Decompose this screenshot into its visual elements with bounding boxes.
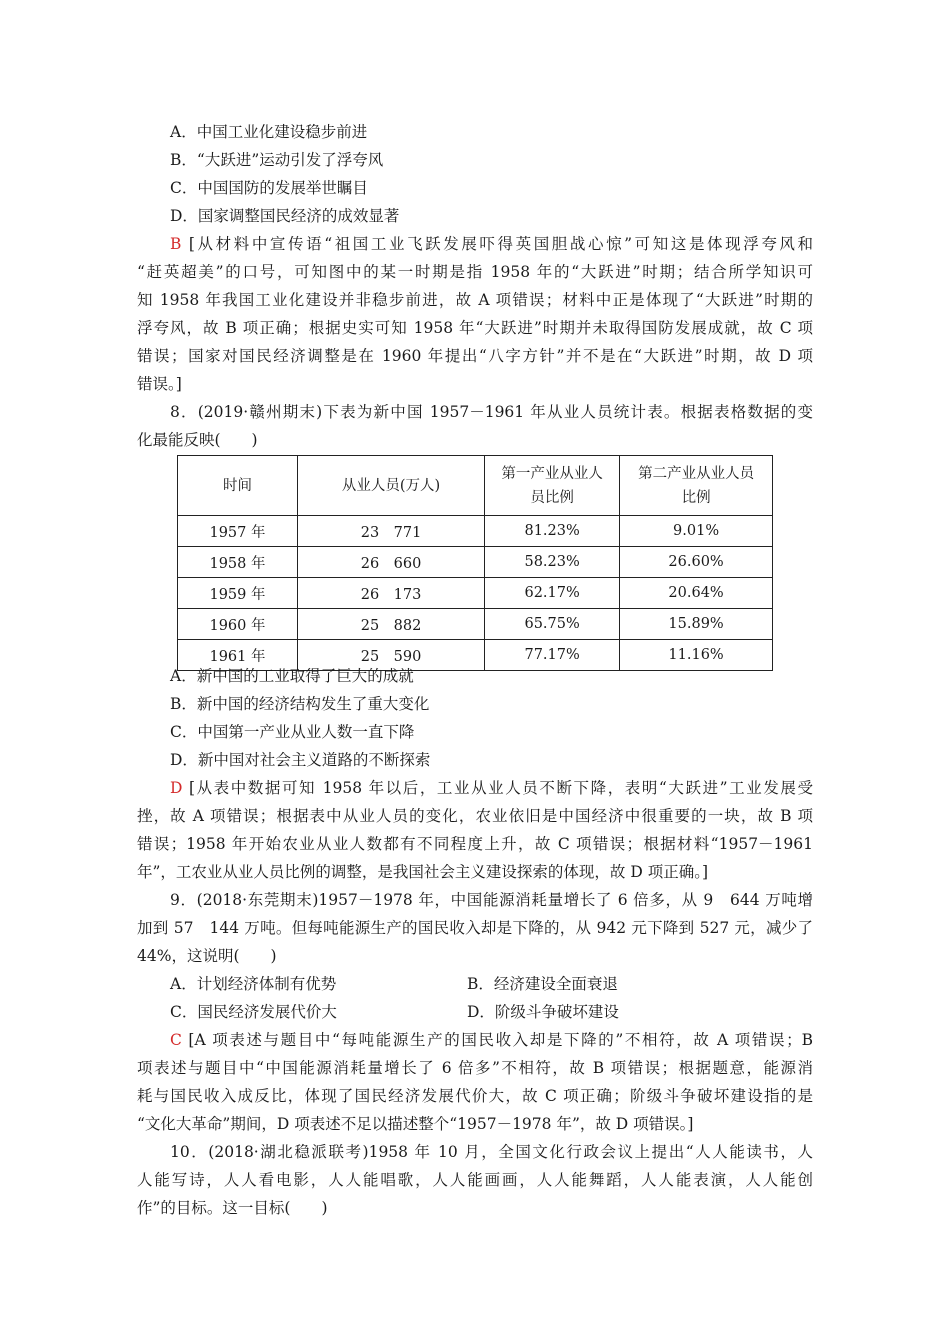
q8-answer-line-4: 年”，工农业从业人员比例的调整，是我国社会主义建设探索的体现，故 D 项正确。]	[137, 863, 709, 881]
q7-option-b: B．“大跃进”运动引发了浮夸风	[170, 151, 384, 169]
q9-answer-text-1: [A 项表述与题目中“每吨能源生产的国民收入却是下降的”不相符，故 A 项错误；B	[188, 1031, 813, 1049]
table-cell-year: 1958 年	[178, 547, 298, 578]
q8-answer-line-1	[170, 778, 813, 798]
table-cell-employees: 26 173	[298, 578, 485, 609]
q7-answer-line-6: 错误。]	[137, 375, 182, 393]
table-cell-primary: 62.17%	[485, 578, 620, 609]
table-cell-employees: 26 660	[298, 547, 485, 578]
q10-stem-line-2: 人能写诗，人人看电影，人人能唱歌，人人能画画，人人能舞蹈，人人能表演，人人能创	[137, 1171, 813, 1189]
table-cell-employees: 25 590	[298, 640, 485, 671]
q8-option-a: A．新中国的工业取得了巨大的成就	[170, 667, 414, 685]
q7-answer-letter: B	[170, 235, 182, 253]
q9-option-c: C．国民经济发展代价大	[170, 1003, 337, 1021]
q8-stem-line-1: 8．(2019·赣州期末)下表为新中国 1957－1961 年从业人员统计表。根据表格数据的变	[170, 403, 813, 421]
table-cell-primary: 65.75%	[485, 609, 620, 640]
table-header-employees: 从业人员(万人)	[298, 456, 485, 516]
table-cell-secondary: 15.89%	[620, 609, 773, 640]
q8-stem-line-2: 化最能反映( )	[137, 431, 258, 449]
q9-stem-line-2: 加到 57 144 万吨。但每吨能源生产的国民收入却是下降的，从 942 元下降到 527 元，减少了	[137, 919, 813, 937]
q9-answer-line-1	[170, 1030, 813, 1050]
table-cell-secondary: 20.64%	[620, 578, 773, 609]
q8-option-d: D．新中国对社会主义道路的不断探索	[170, 751, 431, 769]
q8-answer-text-1: [从表中数据可知 1958 年以后，工业从业人员不断下降，表明“大跃进”工业发展受	[188, 779, 813, 797]
table-cell-year: 1961 年	[178, 640, 298, 671]
q9-stem-line-1: 9．(2018·东莞期末)1957－1978 年，中国能源消耗量增长了 6 倍多，从 9 644 万吨增	[170, 891, 813, 909]
q9-answer-line-4: “文化大革命”期间，D 项表述不足以描述整个“1957－1978 年”，故 D 项错误。]	[137, 1115, 694, 1133]
q7-option-d: D．国家调整国民经济的成效显著	[170, 207, 400, 225]
table-cell-secondary: 26.60%	[620, 547, 773, 578]
q9-option-b: B．经济建设全面衰退	[467, 975, 618, 993]
q7-answer-text-1: [从材料中宣传语“祖国工业飞跃发展吓得英国胆战心惊”可知这是体现浮夸风和	[188, 235, 813, 253]
table-row	[178, 609, 773, 640]
q7-answer-line-2: “赶英超美”的口号，可知图中的某一时期是指 1958 年的“大跃进”时期；结合所学知识可	[137, 263, 813, 281]
table-cell-employees: 23 771	[298, 516, 485, 547]
q10-stem-line-3: 作”的目标。这一目标( )	[137, 1199, 328, 1217]
employment-stats-table	[177, 455, 773, 671]
q9-answer-line-3: 耗与国民收入成反比，体现了国民经济发展代价大，故 C 项正确；阶级斗争破坏建设指的是	[137, 1087, 813, 1105]
table-row	[178, 547, 773, 578]
q7-option-c: C．中国国防的发展举世瞩目	[170, 179, 368, 197]
table-header-secondary: 第二产业从业人员 比例	[620, 456, 773, 516]
table-cell-primary: 81.23%	[485, 516, 620, 547]
table-header-primary: 第一产业从业人 员比例	[485, 456, 620, 516]
q9-option-a: A．计划经济体制有优势	[170, 975, 337, 993]
table-cell-year: 1960 年	[178, 609, 298, 640]
q10-stem-line-1: 10．(2018·湖北稳派联考)1958 年 10 月，全国文化行政会议上提出“人人能读书，人	[170, 1143, 813, 1161]
q8-answer-line-3: 错误；1958 年开始农业从业人数都有不同程度上升，故 C 项错误；根据材料“1957－1961	[137, 835, 813, 853]
q9-answer-letter: C	[170, 1031, 182, 1049]
q8-option-b: B．新中国的经济结构发生了重大变化	[170, 695, 430, 713]
table-row	[178, 578, 773, 609]
table-cell-secondary: 9.01%	[620, 516, 773, 547]
table-cell-primary: 77.17%	[485, 640, 620, 671]
table-header-row	[178, 456, 773, 516]
q9-stem-line-3: 44%，这说明( )	[137, 947, 277, 965]
q7-option-a: A．中国工业化建设稳步前进	[170, 123, 368, 141]
table-cell-secondary: 11.16%	[620, 640, 773, 671]
q7-answer-line-3: 知 1958 年我国工业化建设并非稳步前进，故 A 项错误；材料中正是体现了“大跃进”时期的	[137, 291, 813, 309]
q7-answer-line-1	[170, 234, 813, 254]
table-cell-year: 1957 年	[178, 516, 298, 547]
q8-answer-line-2: 挫，故 A 项错误；根据表中从业人员的变化，农业依旧是中国经济中很重要的一块，故 B 项	[137, 807, 813, 825]
q7-answer-line-4: 浮夸风，故 B 项正确；根据史实可知 1958 年“大跃进”时期并未取得国防发展成就，故 C 项	[137, 319, 813, 337]
q8-answer-letter: D	[170, 779, 183, 797]
table-cell-employees: 25 882	[298, 609, 485, 640]
q9-answer-line-2: 项表述与题目中“中国能源消耗量增长了 6 倍多”不相符，故 B 项错误；根据题意，能源消	[137, 1059, 813, 1077]
q7-answer-line-5: 错误；国家对国民经济调整是在 1960 年提出“八字方针”并不是在“大跃进”时期，故 D 项	[137, 347, 813, 365]
table-header-time: 时间	[178, 456, 298, 516]
q8-option-c: C．中国第一产业从业人数一直下降	[170, 723, 415, 741]
table-cell-primary: 58.23%	[485, 547, 620, 578]
q9-option-d: D．阶级斗争破坏建设	[467, 1003, 619, 1021]
table-row	[178, 516, 773, 547]
table-cell-year: 1959 年	[178, 578, 298, 609]
